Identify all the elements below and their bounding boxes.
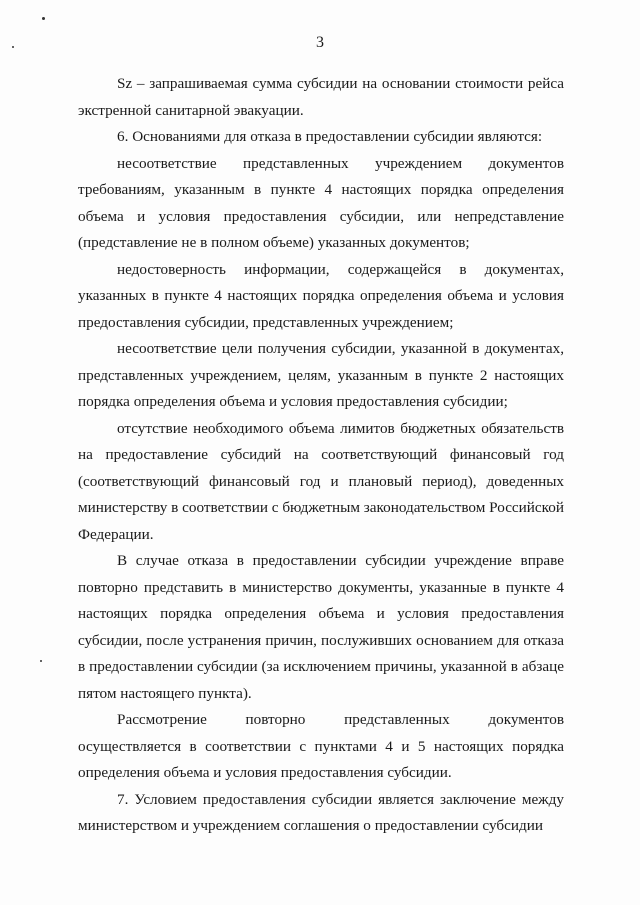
scan-speck <box>40 660 42 662</box>
document-body <box>78 71 564 840</box>
paragraph-review: Рассмотрение повторно представленных документов осуществляется в соответствии с пунктами 4 и 5 настоящих порядка определения объема и условия предоставления субсидии. <box>78 711 564 781</box>
paragraph-section-7: 7. Условием предоставления субсидии является заключение между министерством и учреждением соглашения о предоставлении субсидии <box>78 790 564 834</box>
paragraph-section-6-heading: 6. Основаниями для отказа в предоставлении субсидии являются: <box>117 128 543 145</box>
paragraph-resubmission: В случае отказа в предоставлении субсидии учреждение вправе повторно представить в министерство документы, указанные в пункте 4 настоящих порядка определения объема и условия предоставления субсидии, после устранения причин, послуживших основанием для отказа в предоставлении субсидии (за исключением причины, указанной в абзаце пятом настоящего пункта). <box>78 552 564 702</box>
paragraph-reason-documents-mismatch: несоответствие представленных учреждением документов требованиям, указанным в пункте 4 настоящих порядка определения объема и условия предоставления субсидии, или непредставление (представление не в полном объеме) указанных документов; <box>78 154 564 251</box>
paragraph-reason-budget-limits: отсутствие необходимого объема лимитов бюджетных обязательств на предоставление субсидий на соответствующий финансовый год (соответствующий финансовый год и плановый период), доведенных министерству в соответствии с бюджетным законодательством Российской Федерации. <box>78 419 564 543</box>
paragraph-reason-unreliable-info: недостоверность информации, содержащейся в документах, указанных в пункте 4 настоящих порядка определения объема и условия предоставления субсидии, представленных учреждением; <box>78 260 564 331</box>
paragraph-formula-definition: Sz – запрашиваемая сумма субсидии на основании стоимости рейса экстренной санитарной эвакуации. <box>78 75 564 119</box>
scan-speck <box>42 17 45 20</box>
page-number: 3 <box>316 34 324 51</box>
paragraph-reason-purpose-mismatch: несоответствие цели получения субсидии, указанной в документах, представленных учреждением, целям, указанным в пункте 2 настоящих порядка определения объема и условия предоставления субсидии; <box>78 340 564 410</box>
